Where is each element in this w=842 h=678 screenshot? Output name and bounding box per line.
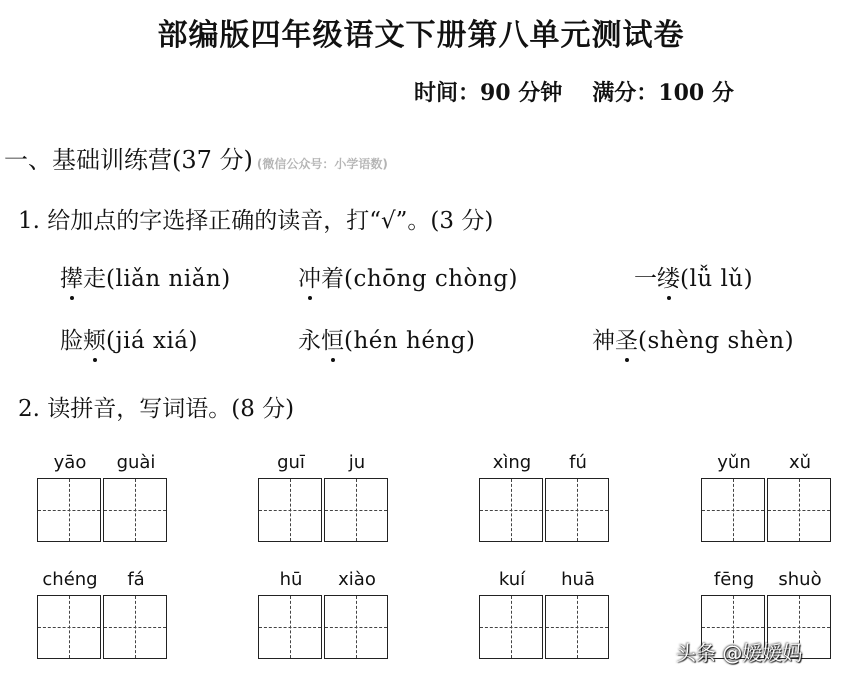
pinyin-label: kuí [498,569,526,590]
pronunciation-item: 冲着(chōng chòng) [298,260,518,293]
pinyin-options: (liǎn niǎn) [106,266,231,292]
writing-cell[interactable] [545,478,609,542]
dotted-char: 缕 [657,260,680,293]
pinyin-options: (lǚ lǔ) [680,266,754,292]
pinyin-options: (hén héng) [344,328,476,354]
writing-cell[interactable] [103,595,167,659]
pinyin-label: guī [277,452,305,473]
dotted-char: 恒 [321,322,344,355]
pinyin-label: guài [116,452,156,473]
pronunciation-item: 一缕(lǚ lǔ) [634,260,753,293]
pinyin-label: huā [561,569,595,590]
pinyin-label: ju [348,452,366,473]
pinyin-label: hū [279,569,303,590]
time-limit: 时间：90 分钟 [414,80,563,106]
pinyin-label: fēng [713,569,755,590]
writing-cell[interactable] [258,595,322,659]
dotted-char: 撵 [60,260,83,293]
section-heading [4,140,388,175]
pronunciation-item: 神圣(shèng shèn) [592,322,794,355]
pronunciation-item: 撵走(liǎn niǎn) [60,260,231,293]
dotted-char: 颊 [83,322,106,355]
dotted-char: 圣 [615,322,638,355]
pinyin-label: xiào [338,569,376,590]
pinyin-label: fú [569,452,587,473]
exam-meta [414,76,734,107]
page-title: 部编版四年级语文下册第八单元测试卷 [157,18,685,53]
pinyin-options: (jiá xiá) [106,328,198,354]
writing-cell[interactable] [324,478,388,542]
pinyin-label: fá [127,569,145,590]
question-2-prompt: 2. 读拼音，写词语。(8 分) [18,396,295,422]
full-score: 满分：100 分 [592,80,734,106]
pronunciation-item: 脸颊(jiá xiá) [60,322,198,355]
writing-cell[interactable] [479,595,543,659]
writing-cell[interactable] [37,595,101,659]
writing-cell[interactable] [324,595,388,659]
section-note: (微信公众号：小学语数) [256,157,388,171]
watermark: 头条 @嫒嫒妈 [676,641,803,665]
writing-cell[interactable] [37,478,101,542]
pinyin-options: (chōng chòng) [344,266,518,292]
writing-cell[interactable] [767,478,831,542]
pinyin-label: yǔn [717,452,751,473]
pinyin-label: shuò [778,569,822,590]
pinyin-label: yāo [53,452,87,473]
pinyin-label: xǔ [788,452,812,473]
pinyin-options: (shèng shèn) [638,328,795,354]
question-1-prompt: 1. 给加点的字选择正确的读音，打“√”。(3 分) [18,208,494,234]
writing-cell[interactable] [701,478,765,542]
section-title: 一、基础训练营(37 分) [4,146,253,174]
dotted-char: 冲 [298,260,321,293]
pinyin-label: chéng [42,569,98,590]
writing-cell[interactable] [258,478,322,542]
writing-cell[interactable] [479,478,543,542]
pinyin-label: xìng [492,452,532,473]
writing-cell[interactable] [103,478,167,542]
writing-cell[interactable] [545,595,609,659]
pronunciation-item: 永恒(hén héng) [298,322,475,355]
